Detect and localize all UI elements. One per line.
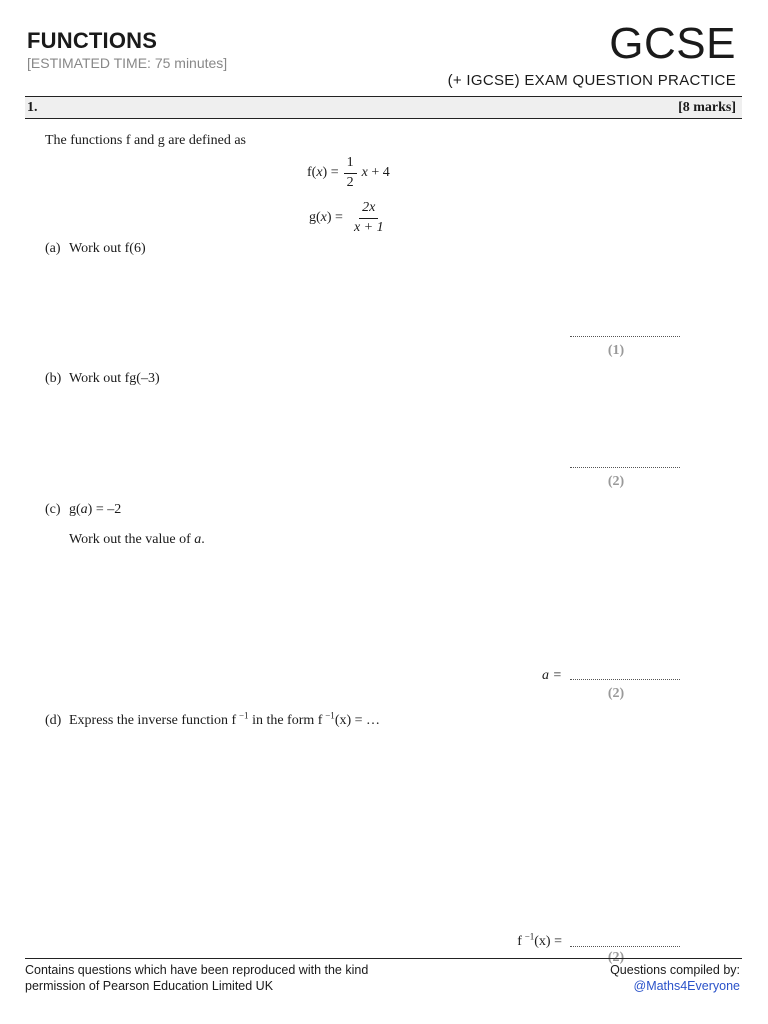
question-intro: The functions f and g are defined as (45, 133, 246, 148)
answer-line-b (570, 467, 680, 468)
part-c-instruction: Work out the value of a. (69, 532, 205, 547)
question-marks: [8 marks] (678, 100, 736, 115)
marks-d: (2) (607, 950, 625, 965)
f-fraction: $\frac{1}{2}$ (344, 156, 357, 190)
brand-subtitle: (+ IGCSE) EXAM QUESTION PRACTICE (447, 72, 736, 89)
footer-attribution: Contains questions which have been reproduced with the kind permission of Pearson Education Limited UK (25, 963, 369, 993)
answer-line-d (570, 946, 680, 947)
part-a: (a) Work out f(6) (45, 241, 146, 256)
marks-b: (2) (607, 474, 625, 489)
answer-line-c (570, 679, 680, 680)
marks-c: (2) (607, 686, 625, 701)
question-number: 1. (27, 100, 38, 115)
page-title: FUNCTIONS (27, 28, 158, 53)
question-header-bar (25, 96, 742, 119)
footer-credits: Questions compiled by: @Maths4Everyone (610, 963, 740, 993)
f-definition: f( x ) = $\frac{1}{2}$ x + 4 (307, 155, 390, 190)
author-handle-link[interactable]: @Maths4Everyone (633, 978, 740, 993)
g-definition: g( x ) = $\frac{2x}{x + 1}$ (309, 201, 392, 235)
part-b: (b) Work out fg(–3) (45, 371, 160, 386)
g-fraction: $\frac{2x}{x + 1}$ (353, 200, 384, 235)
brand-title: GCSE (609, 19, 736, 68)
estimated-time: [ESTIMATED TIME: 75 minutes] (27, 55, 228, 71)
answer-label-d: f $^{-1}$(x) = (517, 931, 562, 949)
part-c: (c) g(a) = –2 (45, 502, 122, 517)
answer-line-a (570, 336, 680, 337)
part-d: (d) Express the inverse function f $^{-1}$ in the form f $^{-1}$(x) = … (45, 710, 381, 728)
answer-label-c: a = (542, 668, 562, 683)
footer-divider (25, 958, 742, 959)
marks-a: (1) (607, 343, 625, 358)
